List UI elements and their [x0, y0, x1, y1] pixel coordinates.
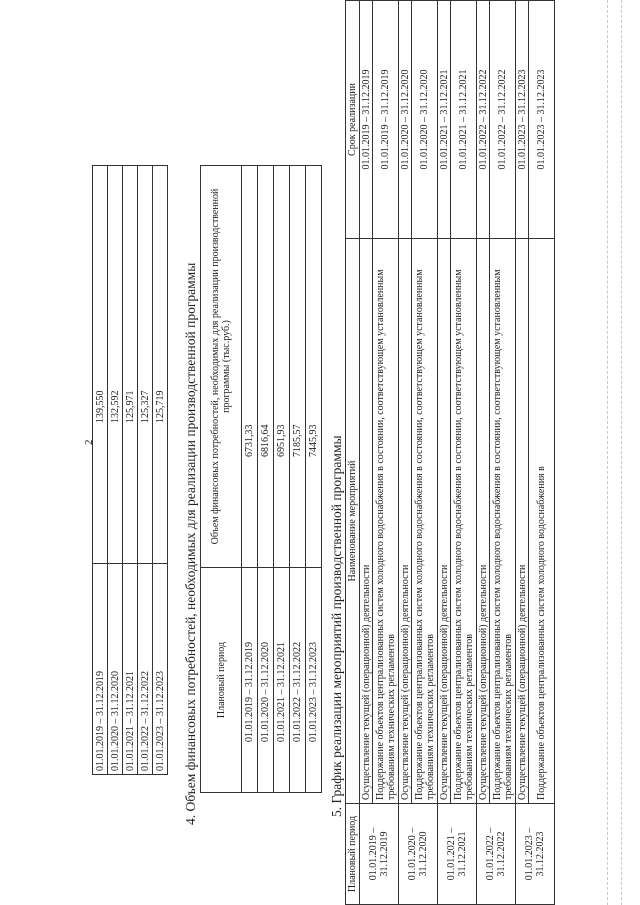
- value-cell: 6731,33: [242, 166, 258, 568]
- section4-title: 4. Объем финансовых потребностей, необходимых для реализации производственной программы: [183, 262, 198, 825]
- table-row: [451, 1, 477, 905]
- value-cell: 132,592: [108, 166, 123, 564]
- term-cell: 01.01.2019 – 31.12.2019: [373, 1, 399, 239]
- table-row: [490, 1, 516, 905]
- term-cell: 01.01.2022 – 31.12.2022: [490, 1, 516, 239]
- period-cell: 01.01.2021 – 31.12.2021: [274, 568, 290, 793]
- activity-cell: Поддержание объектов централизованных систем холодного водоснабжения в: [529, 239, 555, 804]
- table-row: [412, 1, 438, 905]
- term-cell: 01.01.2021 – 31.12.2021: [438, 1, 451, 239]
- activity-cell: Поддержание объектов централизованных систем холодного водоснабжения в состоянии, соответствующем установленным требованиям технических регламентов: [373, 239, 399, 804]
- table-row: [373, 1, 399, 905]
- page-number: 2: [83, 439, 95, 445]
- period-cell: 01.01.2020 – 31.12.2020: [108, 564, 123, 775]
- schedule-col-period: Плановый период: [346, 804, 360, 905]
- period-cell: 01.01.2021 – 31.12.2021: [123, 564, 138, 775]
- period-cell: 01.01.2019 – 31.12.2019: [242, 568, 258, 793]
- scan-edge-line: [607, 0, 608, 905]
- value-cell: 139,550: [93, 166, 108, 564]
- table-row: [306, 166, 322, 793]
- financial-col-period: Плановый период: [201, 568, 242, 793]
- period-cell: 01.01.2022 – 31.12.2022: [290, 568, 306, 793]
- activity-cell: Поддержание объектов централизованных систем холодного водоснабжения в состоянии, соответствующем установленным требованиям технических регламентов: [490, 239, 516, 804]
- value-cell: 125,327: [138, 166, 153, 564]
- period-cell: 01.01.2023 – 31.12.2023: [153, 564, 168, 775]
- term-cell: 01.01.2020 – 31.12.2020: [399, 1, 412, 239]
- financial-table: [200, 165, 322, 793]
- table-row: [138, 166, 153, 775]
- period-cell: 01.01.2020 – 31.12.2020: [399, 804, 438, 905]
- table-row: [290, 166, 306, 793]
- activity-cell: Осуществление текущей (операционной) деятельности: [399, 239, 412, 804]
- scan-edge-line: [621, 0, 622, 905]
- activity-cell: Осуществление текущей (операционной) деятельности: [516, 239, 529, 804]
- section5-title: 5. График реализации мероприятий производственной программы: [329, 435, 344, 817]
- table-row: [242, 166, 258, 793]
- table-row: [360, 1, 373, 905]
- term-cell: 01.01.2021 – 31.12.2021: [451, 1, 477, 239]
- period-cell: 01.01.2023 – 31.12.2023: [306, 568, 322, 793]
- period-cell: 01.01.2022 – 31.12.2022: [477, 804, 516, 905]
- value-cell: 7185,57: [290, 166, 306, 568]
- activity-cell: Поддержание объектов централизованных систем холодного водоснабжения в состоянии, соответствующем установленным требованиям технических регламентов: [451, 239, 477, 804]
- activity-cell: Поддержание объектов централизованных систем холодного водоснабжения в состоянии, соответствующем установленным требованиям технических регламентов: [412, 239, 438, 804]
- period-cell: 01.01.2022 – 31.12.2022: [138, 564, 153, 775]
- period-cell: 01.01.2023 – 31.12.2023: [516, 804, 555, 905]
- value-cell: 125,971: [123, 166, 138, 564]
- term-cell: 01.01.2020 – 31.12.2020: [412, 1, 438, 239]
- schedule-col-name: Наименование мероприятий: [346, 239, 360, 804]
- value-cell: 6816,64: [258, 166, 274, 568]
- term-cell: 01.01.2019 – 31.12.2019: [360, 1, 373, 239]
- activity-cell: Осуществление текущей (операционной) деятельности: [360, 239, 373, 804]
- value-cell: 7445,93: [306, 166, 322, 568]
- period-cell: 01.01.2019 – 31.12.2019: [93, 564, 108, 775]
- table-row: [93, 166, 108, 775]
- top-table: [92, 165, 168, 775]
- table-row: [529, 1, 555, 905]
- table-row: [153, 166, 168, 775]
- activity-cell: Осуществление текущей (операционной) деятельности: [477, 239, 490, 804]
- table-row: [258, 166, 274, 793]
- table-row: [274, 166, 290, 793]
- term-cell: 01.01.2022 – 31.12.2022: [477, 1, 490, 239]
- period-cell: 01.01.2021 – 31.12.2021: [438, 804, 477, 905]
- value-cell: 6951,93: [274, 166, 290, 568]
- table-row: [438, 1, 451, 905]
- table-row: [477, 1, 490, 905]
- value-cell: 125,719: [153, 166, 168, 564]
- term-cell: 01.01.2023 – 31.12.2023: [516, 1, 529, 239]
- table-row: [399, 1, 412, 905]
- period-cell: 01.01.2020 – 31.12.2020: [258, 568, 274, 793]
- schedule-table: [345, 0, 555, 905]
- table-row: [516, 1, 529, 905]
- table-row: [108, 166, 123, 775]
- activity-cell: Осуществление текущей (операционной) деятельности: [438, 239, 451, 804]
- term-cell: 01.01.2023 – 31.12.2023: [529, 1, 555, 239]
- table-row: [123, 166, 138, 775]
- period-cell: 01.01.2019 – 31.12.2019: [360, 804, 399, 905]
- schedule-col-term: Срок реализации: [346, 1, 360, 239]
- financial-col-value: Объем финансовых потребностей, необходимых для реализации производственной программы (тыс.руб.): [201, 166, 242, 568]
